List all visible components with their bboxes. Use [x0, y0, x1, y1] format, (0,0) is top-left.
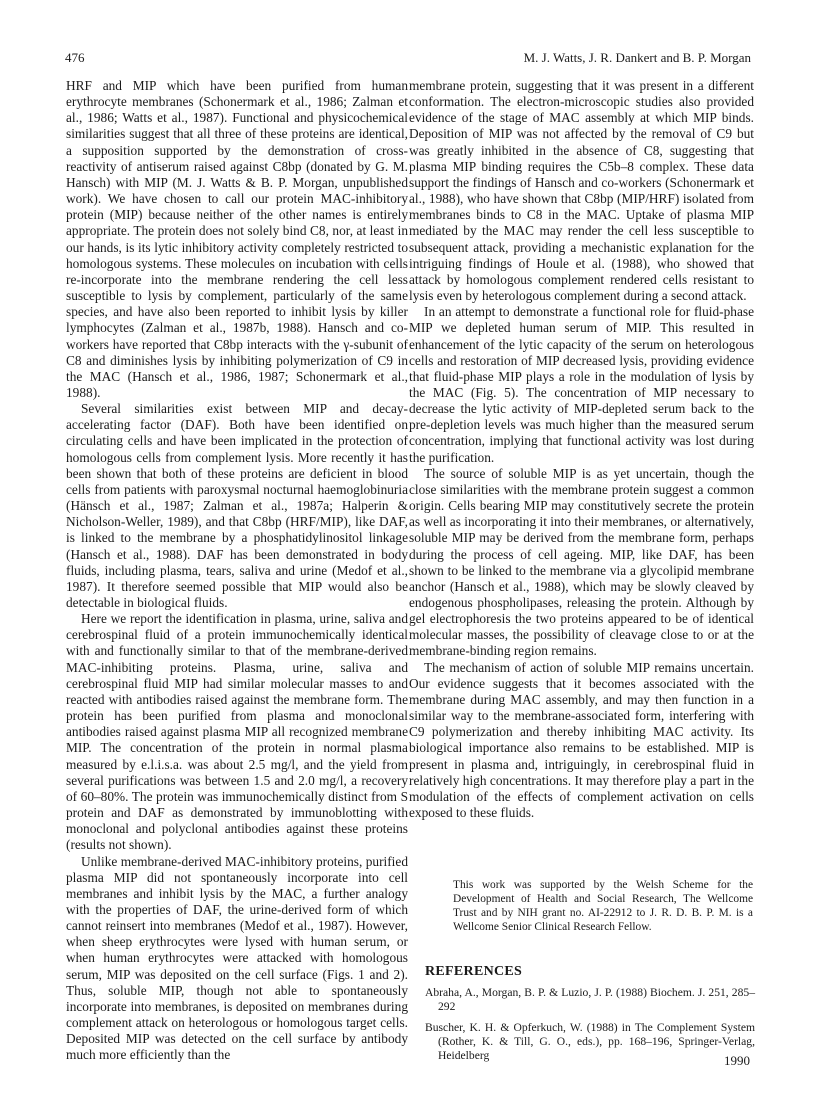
paragraph: The mechanism of action of soluble MIP remains uncertain. Our evidence suggests that it becomes associated with the membrane during MAC assembly, and may then function in a similar way to the membrane-associated form, interfering with C9 polymerization and thereby inhibiting MAC activity. Its biological importance also remains to be established. MIP is present in plasma and, intriguingly, in cerebrospinal fluid in relatively high concentrations. It may therefore play a part in the modulation of the effects of complement activation on cells exposed to these fluids.: [409, 659, 754, 821]
paragraph: The source of soluble MIP is as yet uncertain, though the close similarities with the membrane protein suggest a common origin. Cells bearing MIP may constitutively secrete the protein as well as incorporating it into their membranes, or alternatively, soluble MIP may be derived from the membrane form, perhaps during the process of cell ageing. MIP, like DAF, has been shown to be linked to the membrane via a glycolipid membrane anchor (Hansch et al., 1988), which may be slowly cleaved by endogenous phospholipases, releasing the protein. Although by gel electrophoresis the two proteins appeared to be of identical molecular masses, the possibility of cleavage close to or at the membrane-binding region remains.: [409, 465, 754, 659]
reference-item: Buscher, K. H. & Opferkuch, W. (1988) in The Complement System (Rother, K. & Till, G. O., eds.), pp. 168–196, Springer-Verlag, Heidelberg: [425, 1021, 755, 1062]
paragraph: HRF and MIP which have been purified from human erythrocyte membranes (Schonermark et al., 1986; Zalman et al., 1986; Watts et al., 1987). Functional and physicochemical similarities suggest that all three of these proteins are identical, a supposition supported by the demonstration of cross-reactivity of antiserum raised against C8bp (donated by G. M. Hansch) with MIP (M. J. Watts & B. P. Morgan, unpublished work). We have chosen to call our protein MAC-inhibitory protein (MIP) because neither of the other names is entirely appropriate. The protein does not solely bind C8, nor, at least in our hands, is its lytic inhibitory activity completely restricted to homologous systems. These molecules on incubation with cells re-incorporate into the membrane rendering the cell less susceptible to lysis by complement, particularly of the same species, and have also been reported to inhibit lysis by killer lymphocytes (Zalman et al., 1987b, 1988). Hansch and co-workers have reported that C8bp interacts with the γ-subunit of C8 and diminishes lysis by inhibiting polymerization of C9 in the MAC (Hansch et al., 1986, 1987; Schonermark et al., 1988).: [66, 78, 408, 400]
paragraph: Several similarities exist between MIP and decay-accelerating factor (DAF). Both have been identified on circulating cells and have been implicated in the protection of homologous cells from complement lysis. More recently it has been shown that both of these proteins are deficient in blood cells from patients with paroxysmal nocturnal haemoglobinuria (Hänsch et al., 1987; Zalman et al., 1987a; Halperin & Nicholson-Weller, 1989), and that C8bp (HRF/MIP), like DAF, is linked to the membrane by a phosphatidylinositol linkage (Hansch et al., 1988). DAF has been demonstrated in body fluids, including plasma, tears, saliva and urine (Medof et al., 1987). It therefore seemed possible that MIP would also be detectable in biological fluids.: [66, 401, 408, 610]
acknowledgement: This work was supported by the Welsh Scheme for the Development of Health and Social Research, The Wellcome Trust and by NIH grant no. AI-22912 to J. R. D. B. P. M. is a Wellcome Senior Clinical Research Fellow.: [453, 879, 753, 933]
paragraph: Unlike membrane-derived MAC-inhibitory proteins, purified plasma MIP did not spontaneously incorporate into cell membranes and inhibit lysis by the MAC, a further analogy with the properties of DAF, the urine-derived form of which cannot reinsert into membranes (Medof et al., 1987). However, when sheep erythrocytes were lysed with human serum, or when human erythrocytes were attacked with homologous serum, MIP was deposited on the cell surface (Figs. 1 and 2). Thus, soluble MIP, though not able to spontaneously incorporate into membranes, is deposited on membranes during complement attack on heterologous or homologous target cells. Deposited MIP was detected on the cell surface by antibody much more efficiently than the: [66, 853, 408, 1063]
running-header-authors: M. J. Watts, J. R. Dankert and B. P. Morgan: [523, 50, 751, 65]
page-number: 476: [65, 50, 85, 65]
footer-year: 1990: [724, 1053, 750, 1068]
paragraph: membrane protein, suggesting that it was present in a different conformation. The electron-microscopic studies also provided evidence of the stage of MAC assembly at which MIP binds. Deposition of MIP was not affected by the removal of C9 but was greatly inhibited in the absence of C8, suggesting that plasma MIP binding requires the C5b–8 complex. These data support the findings of Hansch and co-workers (Schonermark et al., 1988), who have shown that C8bp (MIP/HRF) isolated from membranes binds to C8 in the MAC. Uptake of plasma MIP mediated by the MAC may render the cell less susceptible to subsequent attack, providing a mechanistic explanation for the intriguing findings of Houle et al. (1988), who showed that attack by homologous complement rendered cells resistant to lysis even by heterologous complement during a second attack.: [409, 78, 754, 304]
right-column: [409, 78, 754, 821]
references-heading: REFERENCES: [425, 964, 523, 979]
paragraph: In an attempt to demonstrate a functional role for fluid-phase MIP we depleted human serum of MIP. This resulted in enhancement of the lytic capacity of the serum on heterologous cells and restoration of MIP decreased lysis, providing evidence that fluid-phase MIP plays a role in the modulation of lysis by the MAC (Fig. 5). The concentration of MIP necessary to decrease the lytic activity of MIP-depleted serum back to the pre-depletion levels was much higher than the measured serum concentration, implying that functional activity was lost during the purification.: [409, 304, 754, 465]
left-column: [66, 78, 408, 1064]
references-list: [425, 986, 755, 1070]
paragraph: Here we report the identification in plasma, urine, saliva and cerebrospinal fluid of a protein immunochemically identical with and functionally similar to that of the membrane-derived MAC-inhibiting proteins. Plasma, urine, saliva and cerebrospinal fluid MIP had similar molecular masses to and reacted with antibodies raised against the membrane form. The protein has been purified from plasma and monoclonal antibodies raised against plasma MIP all recognized membrane MIP. The concentration of the protein in normal plasma measured by e.l.i.s.a. was about 2.5 mg/l, and the yield from several purifications was between 1.5 and 2.0 mg/l, a recovery of 60–80%. The protein was immunochemically distinct from S protein and DAF as demonstrated by immunoblotting with monoclonal and polyclonal antibodies against these proteins (results not shown).: [66, 611, 408, 853]
reference-item: Abraha, A., Morgan, B. P. & Luzio, J. P. (1988) Biochem. J. 251, 285–292: [425, 986, 755, 1013]
